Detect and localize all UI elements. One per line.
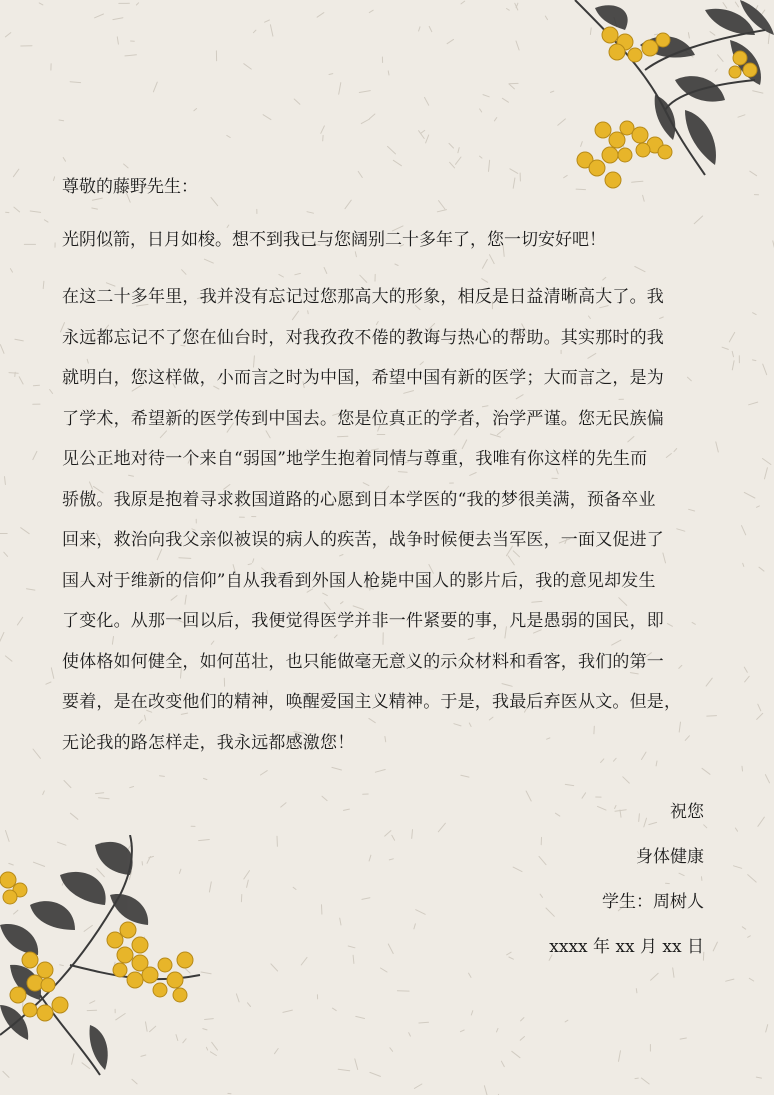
paper-fiber: [370, 1072, 381, 1076]
paper-fiber: [329, 74, 333, 75]
paper-fiber: [281, 803, 286, 807]
paper-fiber: [729, 332, 734, 342]
paper-fiber: [125, 55, 136, 56]
paper-fiber: [521, 1018, 524, 1021]
paper-fiber: [339, 83, 341, 95]
paper-fiber: [539, 856, 546, 864]
paper-fiber: [743, 563, 744, 566]
paper-fiber: [301, 957, 307, 965]
paper-fiber: [362, 898, 370, 900]
paper-fiber: [130, 787, 134, 788]
paper-fiber: [388, 71, 389, 75]
paper-fiber: [447, 39, 453, 43]
paper-fiber: [194, 109, 197, 111]
paper-fiber: [713, 942, 717, 951]
paper-fiber: [124, 164, 129, 168]
paper-fiber: [51, 668, 54, 679]
paper-fiber: [507, 952, 511, 955]
paper-fiber: [414, 924, 416, 929]
paper-fiber: [419, 1022, 429, 1023]
paper-fiber: [704, 825, 707, 828]
paper-fiber: [722, 347, 728, 349]
paper-fiber: [756, 1077, 761, 1078]
paper-fiber: [501, 1061, 504, 1066]
paper-fiber: [117, 37, 118, 44]
paper-fiber: [153, 82, 157, 92]
paper-fiber: [480, 109, 482, 112]
paper-fiber: [344, 809, 350, 810]
paper-fiber: [766, 1025, 768, 1032]
paper-fiber: [46, 682, 51, 684]
paper-fiber: [294, 99, 300, 104]
loquat-branch-bottom-illustration: [0, 835, 215, 1095]
paper-fiber: [353, 955, 354, 963]
paper-fiber: [758, 817, 765, 826]
paper-fiber: [732, 351, 733, 356]
paper-fiber: [43, 281, 44, 288]
paper-fiber: [54, 177, 55, 181]
wish-line-1: 祝您: [670, 802, 704, 822]
paper-fiber: [96, 793, 104, 794]
paper-fiber: [497, 1028, 499, 1032]
paper-fiber: [765, 775, 769, 783]
paper-fiber: [461, 775, 469, 777]
paper-fiber: [507, 9, 510, 11]
paper-fiber: [160, 776, 165, 777]
paper-fiber: [753, 360, 756, 361]
paper-fiber: [526, 791, 531, 801]
paper-fiber: [502, 98, 508, 102]
paper-fiber: [456, 157, 462, 164]
paper-fiber: [763, 459, 771, 465]
paper-fiber: [735, 828, 737, 831]
paper-fiber: [227, 135, 230, 137]
paper-fiber: [381, 968, 388, 972]
paper-fiber: [416, 910, 426, 915]
paper-fiber: [635, 1078, 638, 1079]
paper-fiber: [509, 84, 515, 89]
paper-fiber: [513, 867, 522, 872]
paper-fiber: [369, 10, 373, 12]
paper-fiber: [742, 766, 743, 771]
paper-fiber: [471, 1011, 473, 1015]
paper-fiber: [70, 813, 78, 819]
paper-fiber: [702, 768, 710, 774]
paper-fiber: [509, 957, 514, 959]
paper-fiber: [512, 1051, 520, 1057]
paper-fiber: [332, 767, 342, 770]
paper-fiber: [64, 781, 71, 788]
paper-fiber: [494, 118, 496, 121]
paper-fiber: [43, 791, 45, 795]
paper-fiber: [392, 835, 395, 840]
salutation: 尊敬的藤野先生：: [62, 177, 198, 197]
paper-fiber: [726, 979, 734, 981]
paper-fiber: [461, 1, 465, 4]
paper-fiber: [385, 831, 391, 837]
paper-fiber: [393, 160, 401, 165]
paper-fiber: [50, 390, 53, 394]
wish-line-2: 身体健康: [636, 847, 704, 867]
paper-fiber: [14, 207, 20, 212]
paper-fiber: [388, 146, 396, 154]
paper-fiber: [421, 130, 425, 133]
paper-fiber: [375, 770, 385, 773]
paper-fiber: [469, 973, 471, 977]
letter-closing: [549, 794, 704, 974]
paper-fiber: [641, 1078, 649, 1084]
paper-fiber: [425, 97, 429, 105]
paper-fiber: [361, 119, 369, 124]
paragraph-line: 永远都忘记不了您在仙台时，对我孜孜不倦的教诲与热心的帮助。其实那时的我: [62, 327, 664, 348]
paper-fiber: [520, 1037, 524, 1041]
paper-fiber: [21, 528, 30, 534]
paper-fiber: [27, 589, 35, 590]
paper-fiber: [236, 994, 239, 1002]
paper-fiber: [348, 946, 355, 948]
paper-fiber: [742, 927, 745, 929]
paper-fiber: [204, 778, 207, 779]
paper-fiber: [680, 1038, 686, 1039]
letter-date: xxxx 年 xx 月 xx 日: [549, 937, 704, 957]
paper-fiber: [619, 1051, 621, 1062]
paragraph-line: 就明白，您这样做，小而言之时为中国，希望中国有新的医学；大而言之，是为: [62, 368, 664, 388]
paper-fiber: [59, 120, 64, 121]
paper-fiber: [748, 936, 751, 938]
paper-fiber: [33, 749, 40, 758]
paper-fiber: [253, 30, 256, 33]
paper-fiber: [651, 973, 659, 980]
paper-fiber: [759, 567, 764, 571]
paper-fiber: [355, 1059, 358, 1070]
paragraph-line: 在这二十多年里，我并没有忘记过您那高大的形象，相反是日益清晰高大了。我: [62, 287, 664, 307]
paragraph-line: 骄傲。我原是抱着寻求救国道路的心愿到日本学医的“我的梦很美满，预备卒业: [62, 489, 656, 510]
main-paragraph: [62, 277, 712, 763]
paper-fiber: [293, 887, 296, 889]
paper-fiber: [565, 1020, 568, 1022]
paper-fiber: [248, 1003, 251, 1007]
paragraph-line: 使体格如何健全，如何茁壮，也只能做毫无意义的示众材料和看客，我们的第一: [62, 651, 664, 672]
paper-fiber: [758, 704, 761, 711]
paper-fiber: [623, 777, 630, 783]
paper-fiber: [261, 771, 268, 775]
paper-fiber: [17, 617, 22, 625]
paper-fiber: [359, 91, 370, 93]
paper-fiber: [136, 3, 138, 5]
paper-fiber: [265, 20, 270, 22]
paper-fiber: [99, 798, 110, 799]
paper-fiber: [95, 14, 104, 18]
paper-fiber: [429, 26, 432, 31]
paper-fiber: [545, 16, 547, 20]
paper-fiber: [15, 339, 23, 341]
paper-fiber: [757, 506, 760, 507]
paper-fiber: [460, 1030, 464, 1032]
paper-fiber: [742, 526, 746, 535]
paper-fiber: [419, 27, 420, 31]
paper-fiber: [4, 552, 8, 556]
paper-fiber: [540, 894, 542, 897]
paper-fiber: [63, 158, 65, 162]
letter-body: [62, 170, 712, 763]
paper-fiber: [0, 345, 4, 354]
paper-fiber: [356, 1016, 365, 1018]
paper-fiber: [0, 632, 4, 641]
paper-fiber: [565, 784, 573, 785]
paper-fiber: [9, 373, 18, 374]
paper-fiber: [426, 135, 429, 143]
paper-fiber: [765, 468, 768, 479]
paragraph-line: 回来，救治向我父亲似被误的病人的疾苦，战争时候便去当军医，一面又促进了: [62, 530, 664, 550]
paper-fiber: [244, 64, 252, 69]
paper-fiber: [449, 143, 454, 148]
paper-fiber: [113, 18, 123, 20]
paper-fiber: [244, 871, 250, 879]
paper-fiber: [450, 162, 455, 168]
paper-fiber: [753, 313, 757, 315]
paragraph-line: 要着，是在改变他们的精神，唤醒爱国主义精神。于是，我最后弃医从文。但是，: [62, 692, 682, 712]
paper-fiber: [551, 91, 554, 92]
paper-fiber: [757, 713, 763, 719]
paper-fiber: [636, 989, 637, 993]
paper-fiber: [749, 402, 758, 405]
paragraph-line: 了变化。从那一回以后，我便觉得医学并非一件紧要的事，凡是愚弱的国民，即: [62, 611, 664, 631]
paragraph-line: 见公正地对待一个来自“弱国”地学生抱着同情与尊重，我唯有你这样的先生而: [62, 449, 648, 469]
paper-fiber: [332, 1008, 336, 1011]
paragraph-line: 了学术，希望新的医学传到中国去。您是位真正的学者，治学严谨。您无民族偏: [62, 408, 664, 429]
paper-fiber: [748, 875, 757, 883]
paper-fiber: [744, 667, 747, 672]
paper-fiber: [763, 364, 767, 375]
paper-fiber: [369, 114, 375, 119]
paper-fiber: [317, 13, 324, 18]
intro-paragraph: 光阴似箭，日月如梭。想不到我已与您阔别二十多年了，您一切安好吧！: [62, 230, 606, 250]
paper-fiber: [5, 656, 12, 661]
paper-fiber: [480, 156, 483, 158]
signature: 学生：周树人: [602, 892, 704, 912]
paper-fiber: [749, 978, 753, 981]
paper-fiber: [33, 451, 37, 459]
paper-fiber: [412, 830, 413, 839]
paper-fiber: [5, 477, 6, 485]
paragraph-line: 国人对于维新的信仰”自从我看到外国人枪毙中国人的影片后，我的意见却发生: [62, 570, 656, 591]
paper-fiber: [483, 95, 489, 97]
paper-fiber: [390, 1048, 393, 1052]
paper-fiber: [414, 1084, 422, 1088]
paper-fiber: [33, 385, 39, 386]
paper-fiber: [5, 33, 10, 37]
paper-fiber: [271, 964, 278, 971]
paper-fiber: [10, 269, 12, 273]
paper-fiber: [70, 82, 81, 83]
paper-fiber: [744, 492, 755, 498]
paper-fiber: [322, 796, 327, 800]
paper-fiber: [484, 1086, 487, 1095]
paper-fiber: [340, 918, 341, 925]
paper-fiber: [438, 823, 445, 832]
paper-fiber: [458, 148, 459, 153]
paper-fiber: [734, 866, 742, 869]
paper-fiber: [263, 115, 271, 120]
paper-fiber: [388, 944, 393, 954]
paper-fiber: [19, 377, 23, 384]
paper-fiber: [44, 220, 48, 222]
paper-fiber: [270, 25, 273, 36]
paper-fiber: [13, 169, 19, 177]
paper-fiber: [389, 859, 393, 860]
paper-fiber: [516, 41, 519, 50]
paper-fiber: [745, 676, 750, 682]
paper-fiber: [716, 442, 719, 452]
paper-fiber: [30, 211, 40, 212]
paper-fiber: [369, 855, 371, 861]
paper-fiber: [39, 3, 43, 5]
paper-fiber: [283, 1010, 293, 1012]
paper-fiber: [275, 1049, 279, 1054]
paper-fiber: [338, 1069, 350, 1071]
paragraph-line: 无论我的路怎样走，我永远都感激您！: [62, 732, 355, 753]
paper-fiber: [409, 1033, 411, 1036]
paper-fiber: [321, 126, 325, 133]
paper-fiber: [247, 880, 249, 887]
paper-fiber: [732, 361, 734, 370]
